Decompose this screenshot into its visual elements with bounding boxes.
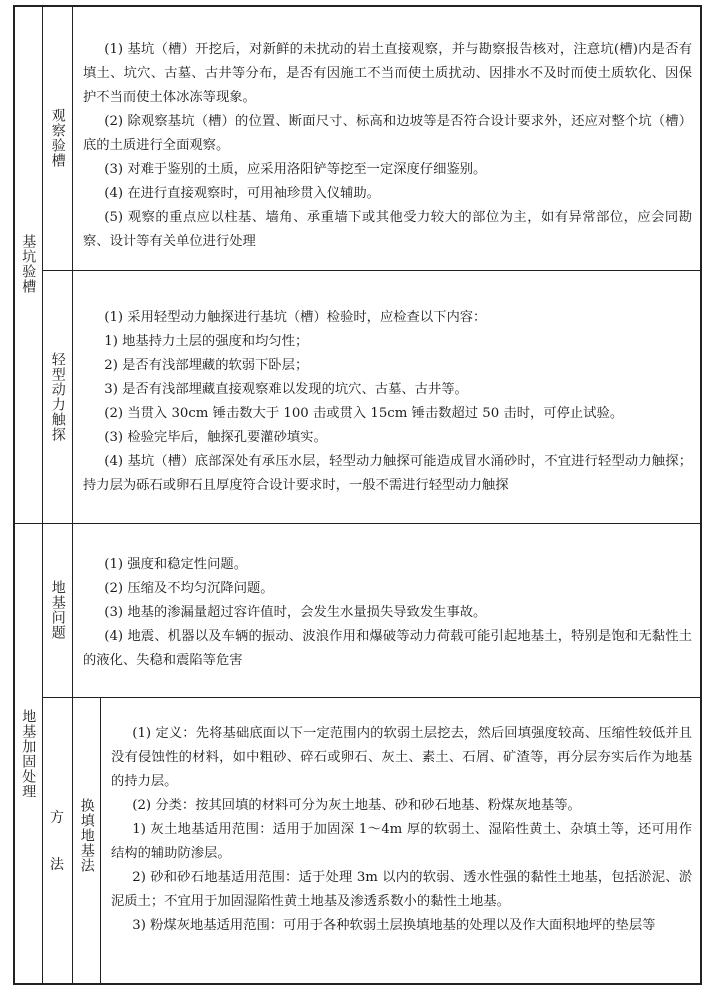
paragraph: (3) 检验完毕后，触探孔要灌砂填实。: [104, 430, 327, 445]
paragraph: 2) 砂和砂石地基适用范围：适于处理 3m 以内的软弱、透水性强的黏性土地基，包括淤泥、淤泥质土；不宜用于加固湿陷性黄土地基及渗透系数小的黏性土地基。: [111, 870, 692, 909]
paragraph: (5) 观察的重点应以柱基、墙角、承重墙下或其他受力较大的部位为主，如有异常部位，应会同勘察、设计等有关单位进行处理: [83, 210, 692, 249]
row-divider-1: [42, 270, 702, 271]
paragraph: (1) 采用轻型动力触探进行基坑（槽）检验时，应检查以下内容：: [104, 310, 487, 325]
paragraph: (1) 基坑（槽）开挖后，对新鲜的未扰动的岩土直接观察，并与勘察报告核对，注意坑(槽)内是否有填土、坑穴、古墓、古井等分布，是否有因施工不当而使土质扰动、因排水不及时而使土质软化、因保护不当而使土体冰冻等现象。: [83, 42, 692, 105]
section-title-foundation-pit: 基坑验槽: [20, 234, 37, 294]
subsection-title-observation: 观察验槽: [49, 107, 66, 168]
dynamic-probe-content: [83, 306, 692, 498]
section-title-reinforcement: 地基加固处理: [20, 709, 37, 799]
paragraph: (2) 压缩及不均匀沉降问题。: [104, 581, 274, 596]
paragraph: (2) 当贯入 30cm 锤击数大于 100 击或贯入 15cm 锤击数超过 50 击时，可停止试验。: [104, 406, 624, 421]
paragraph: 1) 灰土地基适用范围：适用于加固深 1～4m 厚的软弱土、湿陷性黄土、杂填土等，还可用作结构的辅助防渗层。: [111, 822, 692, 861]
paragraph: 1) 地基持力土层的强度和均匀性；: [104, 334, 309, 349]
paragraph: (1) 强度和稳定性问题。: [104, 557, 247, 572]
paragraph: (4) 地震、机器以及车辆的振动、波浪作用和爆破等动力荷载可能引起地基土，特别是饱和无黏性土的液化、失稳和震陷等危害: [83, 629, 692, 668]
methods-char-1: 方: [50, 810, 64, 826]
subsection-title-methods: [42, 697, 72, 985]
column-divider-3: [100, 697, 101, 985]
method-title-replacement: 换填地基法: [78, 797, 95, 873]
paragraph: 3) 是否有浅部埋藏直接观察难以发现的坑穴、古墓、古井等。: [104, 382, 468, 397]
paragraph: (2) 除观察基坑（槽）的位置、断面尺寸、标高和边坡等是否符合设计要求外，还应对整个坑（槽）底的土质进行全面观察。: [83, 114, 692, 153]
paragraph: 3) 粉煤灰地基适用范围：可用于各种软弱土层换填地基的处理以及作大面积地坪的垫层等: [132, 918, 656, 933]
foundation-issues-content: [83, 553, 692, 673]
replacement-method-content: [111, 722, 692, 938]
row-divider-2: [13, 523, 702, 524]
paragraph: (3) 地基的渗漏量超过容许值时，会发生水量损失导致发生事故。: [104, 605, 487, 620]
paragraph: (4) 基坑（槽）底部深处有承压水层，轻型动力触探可能造成冒水涌砂时，不宜进行轻型动力触探；持力层为砾石或卵石且厚度符合设计要求时，一般不需进行轻型动力触探: [83, 454, 692, 493]
paragraph: 2) 是否有浅部埋藏的软弱下卧层；: [104, 358, 309, 373]
paragraph: (2) 分类：按其回填的材料可分为灰土地基、砂和砂石地基、粉煤灰地基等。: [132, 798, 581, 813]
methods-char-2: 法: [50, 857, 64, 873]
paragraph: (1) 定义：先将基础底面以下一定范围内的软弱土层挖去，然后回填强度较高、压缩性较低并且没有侵蚀性的材料，如中粗砂、碎石或卵石、灰土、素土、石屑、矿渣等，再分层夯实后作为地基的持力层。: [111, 726, 692, 789]
paragraph: (3) 对难于鉴别的土质，应采用洛阳铲等挖至一定深度仔细鉴别。: [104, 162, 487, 177]
paragraph: (4) 在进行直接观察时，可用袖珍贯入仪辅助。: [104, 186, 380, 201]
subsection-title-foundation-issues: 地基问题: [49, 580, 66, 640]
row-divider-3: [42, 697, 702, 698]
subsection-title-dynamic-probe: 轻型动力触探: [49, 351, 66, 442]
observation-content: [83, 38, 692, 254]
